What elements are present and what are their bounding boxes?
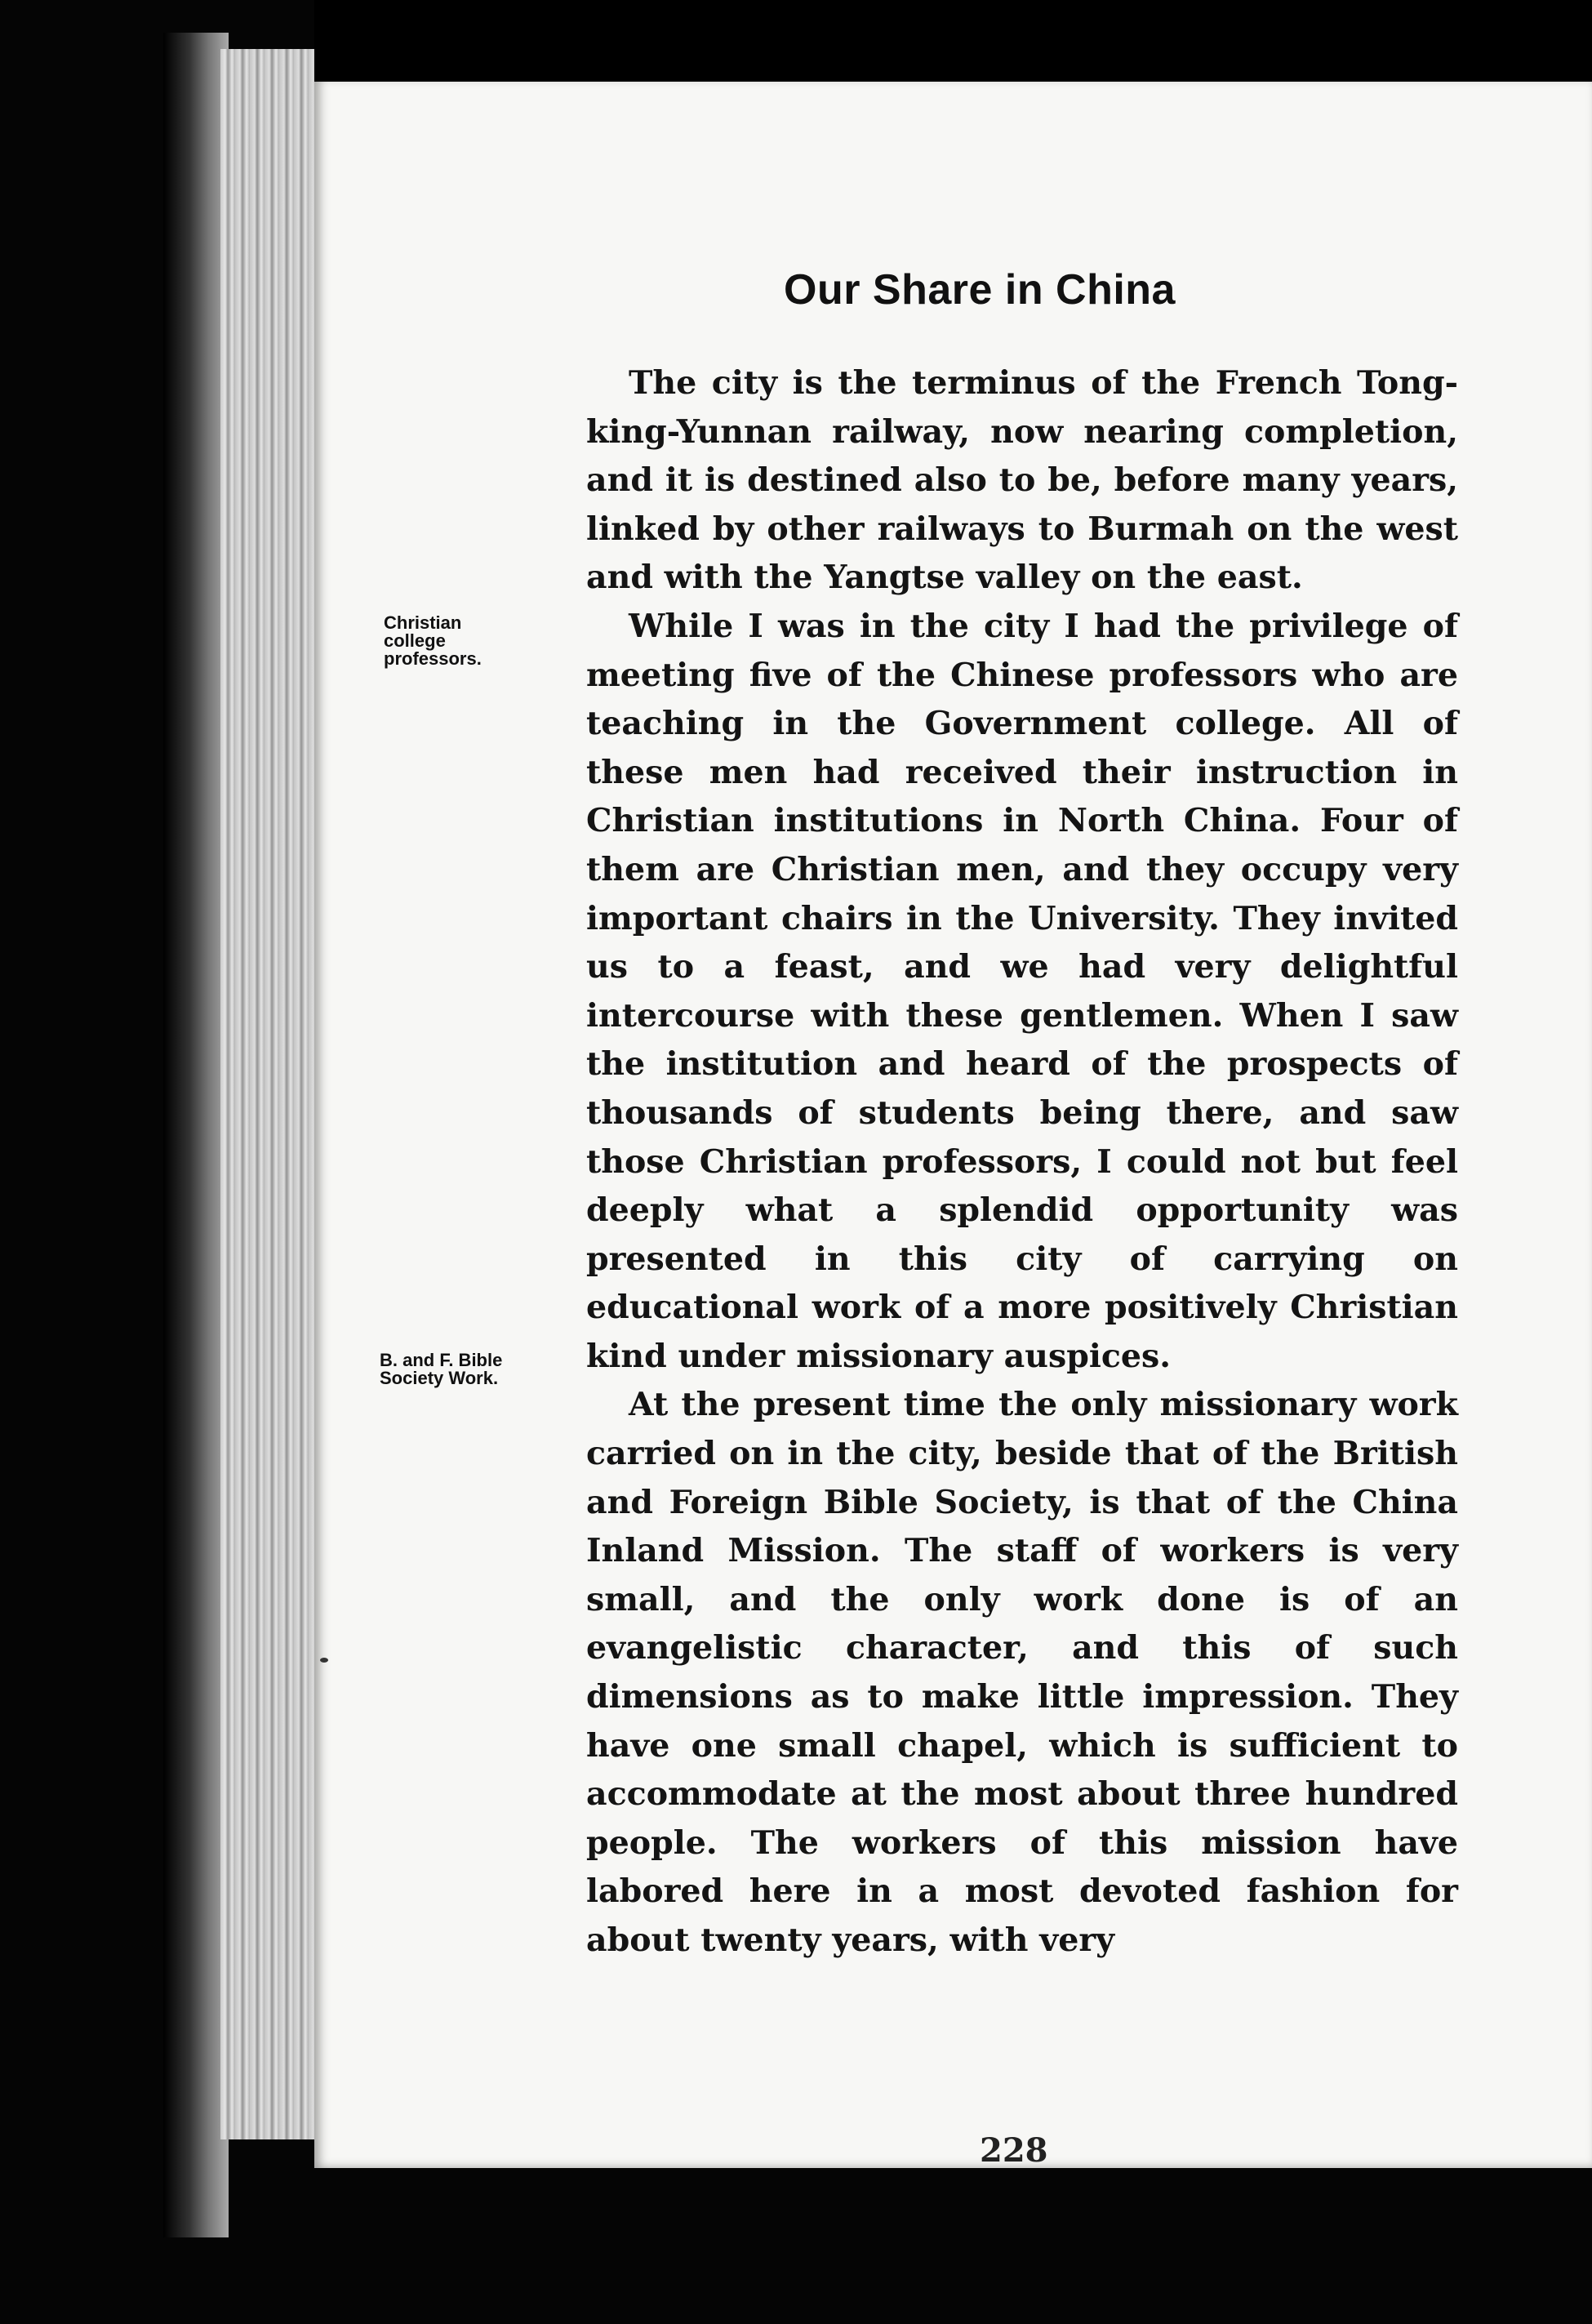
paragraph: While I was in the city I had the privilege of meeting five of the Chinese professors who are teaching in the Government college. All of these men had received their instruction in Christian institutions in North China. Four of them are Christian men, and they occupy very important chairs in the University. They invited us to a feast, and we had very delightful intercourse with these gentlemen. When I saw the institution and heard of the prospects of thousands of students being there, and saw those Christian professors, I could not but feel deeply what a splendid opportunity was presented in this city of carrying on educational work of a more positively Christian kind under missionary auspices. xyxy=(586,607,1458,1375)
top-border xyxy=(314,0,1592,82)
sidenote-bible-society xyxy=(380,1351,584,1387)
sidenote-line: professors. xyxy=(384,648,482,669)
book-spine-shadow xyxy=(163,33,229,2237)
paragraph: At the present time the only missionary work carried on in the city, beside that of the British and Foreign Bible Society, is that of the China Inland Mission. The staff of workers is very small, and the only work done is of an evangelistic character, and this of such dimensions as to make little impression. They have one small chapel, which is sufficient to accommodate at the most about three hundred people. The workers of this mission have labored here in a most devoted fashion for about twenty years, with very xyxy=(586,1386,1458,1959)
page-number: 228 xyxy=(980,2131,1048,2170)
paragraph: The city is the terminus of the French Tong-king-Yunnan railway, now nearing completion, and it is destined also to be, before many years, linked by other railways to Burmah on the west and with the Yangtse valley on the east. xyxy=(586,364,1458,597)
sidenote-line: Society Work. xyxy=(380,1368,499,1388)
scan-speck xyxy=(320,1658,328,1663)
body-text xyxy=(586,359,1458,1966)
sidenote-line: college xyxy=(384,630,446,651)
sidenote-line: B. and F. Bible xyxy=(380,1350,503,1370)
sidenote-christian-professors xyxy=(384,614,563,668)
page-edges xyxy=(220,49,327,2139)
page-title: Our Share in China xyxy=(784,266,1176,314)
sidenote-line: Christian xyxy=(384,612,462,633)
